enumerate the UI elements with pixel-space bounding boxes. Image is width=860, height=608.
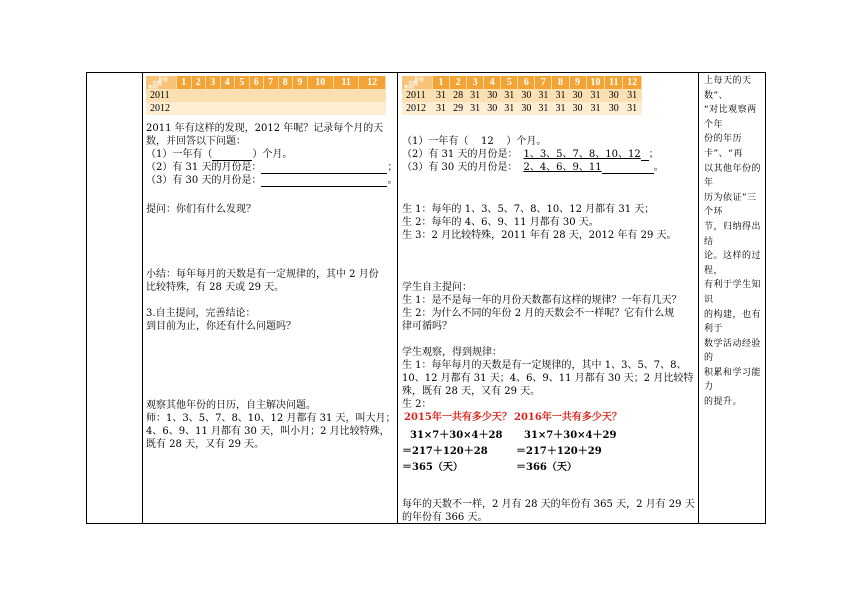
a3-prefix: （3）有 30 天的月份是： bbox=[402, 162, 518, 173]
day-count-cell: 31 bbox=[433, 89, 450, 102]
calendar-card-right bbox=[402, 76, 642, 115]
summary-text-1: 小结：每年每月的天数是有一定规律的，其中 2 月份 bbox=[146, 269, 379, 280]
calendar-header-row bbox=[146, 76, 386, 89]
a1-prefix: （1）一年有（ bbox=[402, 136, 469, 147]
calendar-row bbox=[402, 89, 642, 102]
day-count-cell bbox=[249, 89, 264, 102]
q3-prefix: （3）有 30 天的月份是： bbox=[146, 175, 262, 186]
day-count-cell bbox=[278, 102, 293, 115]
year-cell: 2011 bbox=[146, 89, 177, 102]
question-3 bbox=[146, 174, 397, 187]
day-count-cell: 31 bbox=[433, 102, 450, 115]
month-header-cell: 10 bbox=[307, 76, 334, 89]
calendar-card-left bbox=[146, 76, 386, 115]
design-note-line: 论。这样的过程， bbox=[704, 251, 762, 276]
a3-suffix: 。 bbox=[653, 162, 664, 173]
day-count-cell bbox=[191, 102, 206, 115]
student-3: 生 3：2 月比较特殊，2011 年有 28 天，2012 年有 29 天。 bbox=[402, 230, 677, 241]
step3-title: 3.自主提问，完善结论： bbox=[146, 308, 256, 319]
student-2: 生 2：每年的 4、6、9、11 月都有 30 天。 bbox=[402, 217, 599, 228]
design-note-line: 有利于学生知识 bbox=[704, 280, 762, 305]
rule-text-2: 10、12 月都有 31 天；4、6、9、11 月都有 30 天；2 月比较特 bbox=[402, 373, 694, 384]
calendar-corner: 月份 天数 年份 bbox=[402, 76, 433, 89]
day-count-cell: 31 bbox=[467, 89, 484, 102]
day-count-cell bbox=[293, 102, 308, 115]
calendar-corner: 月份 天数 年份 bbox=[146, 76, 177, 89]
month-header-cell: 6 bbox=[518, 76, 535, 89]
day-count-cell: 31 bbox=[552, 89, 569, 102]
month-header-cell: 11 bbox=[334, 76, 359, 89]
day-count-cell bbox=[264, 102, 279, 115]
design-note-line: 的构建，也有利于 bbox=[704, 309, 762, 335]
calc-2016-step1: 31×7＋30×4＋29 bbox=[524, 430, 617, 441]
day-count-cell: 31 bbox=[501, 102, 518, 115]
q3-suffix: 。 bbox=[387, 175, 398, 186]
day-count-cell: 31 bbox=[586, 89, 605, 102]
day-count-cell: 29 bbox=[450, 102, 467, 115]
year-cell: 2012 bbox=[146, 102, 177, 115]
day-count-cell: 30 bbox=[484, 89, 501, 102]
day-count-cell: 31 bbox=[501, 89, 518, 102]
calendar-row bbox=[146, 102, 386, 115]
column-divider bbox=[142, 73, 143, 523]
design-notes bbox=[704, 74, 764, 410]
day-count-cell bbox=[220, 102, 235, 115]
calendar-row bbox=[402, 102, 642, 115]
design-note-line: 节，归纳得出结 bbox=[704, 221, 762, 247]
day-count-cell: 31 bbox=[552, 102, 569, 115]
self-question-1: 生 1：是不是每一年的月份天数都有这样的规律？一年有几天？ bbox=[402, 295, 682, 306]
month-header-cell: 11 bbox=[605, 76, 623, 89]
self-question-2b: 律可循吗？ bbox=[402, 321, 452, 332]
day-count-cell: 31 bbox=[586, 102, 605, 115]
day-count-cell bbox=[307, 89, 334, 102]
month-header-cell: 8 bbox=[278, 76, 293, 89]
day-count-cell bbox=[235, 89, 250, 102]
day-count-cell: 31 bbox=[623, 89, 642, 102]
q3-blank bbox=[261, 186, 387, 187]
month-header-cell: 3 bbox=[467, 76, 484, 89]
day-count-cell: 30 bbox=[569, 89, 586, 102]
conclusion-1: 每年的天数不一样，2 月有 28 天的年份有 365 天，2 月有 29 天 bbox=[402, 499, 695, 510]
month-header-cell: 10 bbox=[586, 76, 605, 89]
a1-suffix: ）个月。 bbox=[506, 136, 547, 147]
answer-1 bbox=[402, 135, 546, 148]
self-question-2a: 生 2：为什么不同的年份 2 月的天数会不一样呢？它有什么规 bbox=[402, 308, 675, 319]
summary-text-2: 比较特殊，有 28 天或 29 天。 bbox=[146, 282, 285, 293]
month-header-cell: 5 bbox=[235, 76, 250, 89]
day-count-cell bbox=[220, 89, 235, 102]
day-count-cell bbox=[293, 89, 308, 102]
month-header-cell: 6 bbox=[249, 76, 264, 89]
a2-underline bbox=[641, 150, 649, 161]
calendar-header-row bbox=[402, 76, 642, 89]
month-header-cell: 4 bbox=[220, 76, 235, 89]
a2-value: 1、3、5、7、8、10、12 bbox=[523, 149, 641, 160]
month-header-cell: 7 bbox=[535, 76, 552, 89]
day-count-cell bbox=[206, 89, 221, 102]
design-note-line: 积累和学习能力 bbox=[704, 367, 762, 393]
calc-2016-step2: ＝217＋120＋29 bbox=[516, 446, 602, 457]
rule-text-1: 生 1：每年每月的天数是有一定规律的，其中 1、3、5、7、8、 bbox=[402, 360, 687, 371]
design-note-line: 的提升。 bbox=[704, 397, 743, 408]
a3-value: 2、4、6、9、11 bbox=[523, 162, 602, 173]
teacher-text-2: 4、6、9、11 月都有 30 天，叫小月；2 月比较特殊， bbox=[146, 426, 390, 437]
day-count-cell bbox=[359, 102, 386, 115]
calc-2015-step1: 31×7＋30×4＋28 bbox=[410, 430, 503, 441]
calc-2016-result: ＝366（天） bbox=[516, 462, 577, 473]
day-count-cell bbox=[235, 102, 250, 115]
day-count-cell bbox=[334, 89, 359, 102]
day-count-cell bbox=[249, 102, 264, 115]
answer-2 bbox=[402, 148, 659, 161]
month-header-cell: 9 bbox=[293, 76, 308, 89]
a2-prefix: （2）有 31 天的月份是： bbox=[402, 149, 518, 160]
month-header-cell: 2 bbox=[450, 76, 467, 89]
year-cell: 2011 bbox=[402, 89, 433, 102]
day-count-cell: 31 bbox=[623, 102, 642, 115]
column-divider bbox=[698, 73, 699, 523]
calc-2015-step2: ＝217＋120＋28 bbox=[402, 446, 488, 457]
q2-prefix: （2）有 31 天的月份是： bbox=[146, 162, 262, 173]
q1-prefix: （1）一年有（ bbox=[146, 149, 213, 160]
observe-text: 观察其他年份的日历，自主解决问题。 bbox=[146, 400, 316, 411]
calc-2015-result: ＝365（天） bbox=[402, 462, 463, 473]
month-header-cell: 2 bbox=[191, 76, 206, 89]
day-count-cell: 30 bbox=[484, 102, 501, 115]
intro-text-2: 数，并回答以下问题： bbox=[146, 136, 246, 147]
teacher-text-3: 既有 28 天，又有 29 天。 bbox=[146, 439, 265, 450]
day-count-cell bbox=[206, 102, 221, 115]
design-note-line: “对比观察两个年 bbox=[704, 105, 757, 130]
student-1: 生 1：每年的 1、3、5、7、8、10、12 月都有 31 天； bbox=[402, 204, 655, 215]
question-1 bbox=[146, 148, 292, 161]
day-count-cell bbox=[177, 102, 192, 115]
day-count-cell bbox=[359, 89, 386, 102]
day-count-cell bbox=[264, 89, 279, 102]
month-header-cell: 7 bbox=[264, 76, 279, 89]
day-count-cell: 30 bbox=[605, 102, 623, 115]
calc-2015-title: 2015年一共有多少天？ bbox=[404, 412, 512, 423]
q2-suffix: ； bbox=[387, 162, 398, 173]
design-note-line: 份的年历卡”、“再 bbox=[704, 134, 743, 159]
month-header-cell: 12 bbox=[359, 76, 386, 89]
teacher-text-1: 师：1、3、5、7、8、10、12 月都有 31 天，叫大月； bbox=[146, 413, 396, 424]
day-count-cell: 28 bbox=[450, 89, 467, 102]
day-count-cell: 31 bbox=[467, 102, 484, 115]
year-cell: 2012 bbox=[402, 102, 433, 115]
day-count-cell bbox=[307, 102, 334, 115]
month-header-cell: 4 bbox=[484, 76, 501, 89]
day-count-cell: 30 bbox=[569, 102, 586, 115]
calc-2016-title: 2016年一共有多少天？ bbox=[514, 412, 622, 423]
day-count-cell bbox=[177, 89, 192, 102]
self-ask-title: 学生自主提问： bbox=[402, 282, 472, 293]
question-2 bbox=[146, 161, 397, 174]
day-count-cell bbox=[191, 89, 206, 102]
ask-text: 提问：你们有什么发现？ bbox=[146, 204, 256, 215]
month-header-cell: 8 bbox=[552, 76, 569, 89]
column-divider bbox=[397, 73, 398, 523]
day-count-cell: 31 bbox=[535, 102, 552, 115]
day-count-cell bbox=[278, 89, 293, 102]
intro-text-1: 2011 年有这样的发现，2012 年呢？记录每个月的天 bbox=[146, 123, 384, 134]
a2-suffix: ； bbox=[648, 149, 659, 160]
day-count-cell: 30 bbox=[605, 89, 623, 102]
day-count-cell bbox=[334, 102, 359, 115]
design-note-line: 历为依证”三个环 bbox=[704, 192, 757, 218]
design-note-line: 数学活动经验的 bbox=[704, 338, 762, 364]
a3-underline bbox=[602, 163, 654, 174]
day-count-cell: 31 bbox=[535, 89, 552, 102]
month-header-cell: 1 bbox=[433, 76, 450, 89]
month-header-cell: 3 bbox=[206, 76, 221, 89]
design-note-line: 上每天的天数”、 bbox=[704, 76, 752, 101]
day-count-cell: 30 bbox=[518, 102, 535, 115]
month-header-cell: 9 bbox=[569, 76, 586, 89]
day-count-cell: 30 bbox=[518, 89, 535, 102]
observe-title: 学生观察，得到规律： bbox=[402, 347, 502, 358]
design-note-line: 以其他年份的年 bbox=[704, 163, 762, 189]
month-header-cell: 12 bbox=[623, 76, 642, 89]
rule-text-3: 殊，既有 28 天，又有 29 天。 bbox=[402, 386, 541, 397]
month-header-cell: 1 bbox=[177, 76, 192, 89]
conclusion-2: 的年份有 366 天。 bbox=[402, 512, 488, 523]
student-2-label: 生 2： bbox=[402, 399, 432, 410]
month-header-cell: 5 bbox=[501, 76, 518, 89]
calendar-row bbox=[146, 89, 386, 102]
step3-question: 到目前为止，你还有什么问题吗？ bbox=[146, 321, 296, 332]
answer-3 bbox=[402, 161, 664, 174]
a1-value: 12 bbox=[481, 136, 494, 147]
q1-suffix: ）个月。 bbox=[252, 149, 293, 160]
